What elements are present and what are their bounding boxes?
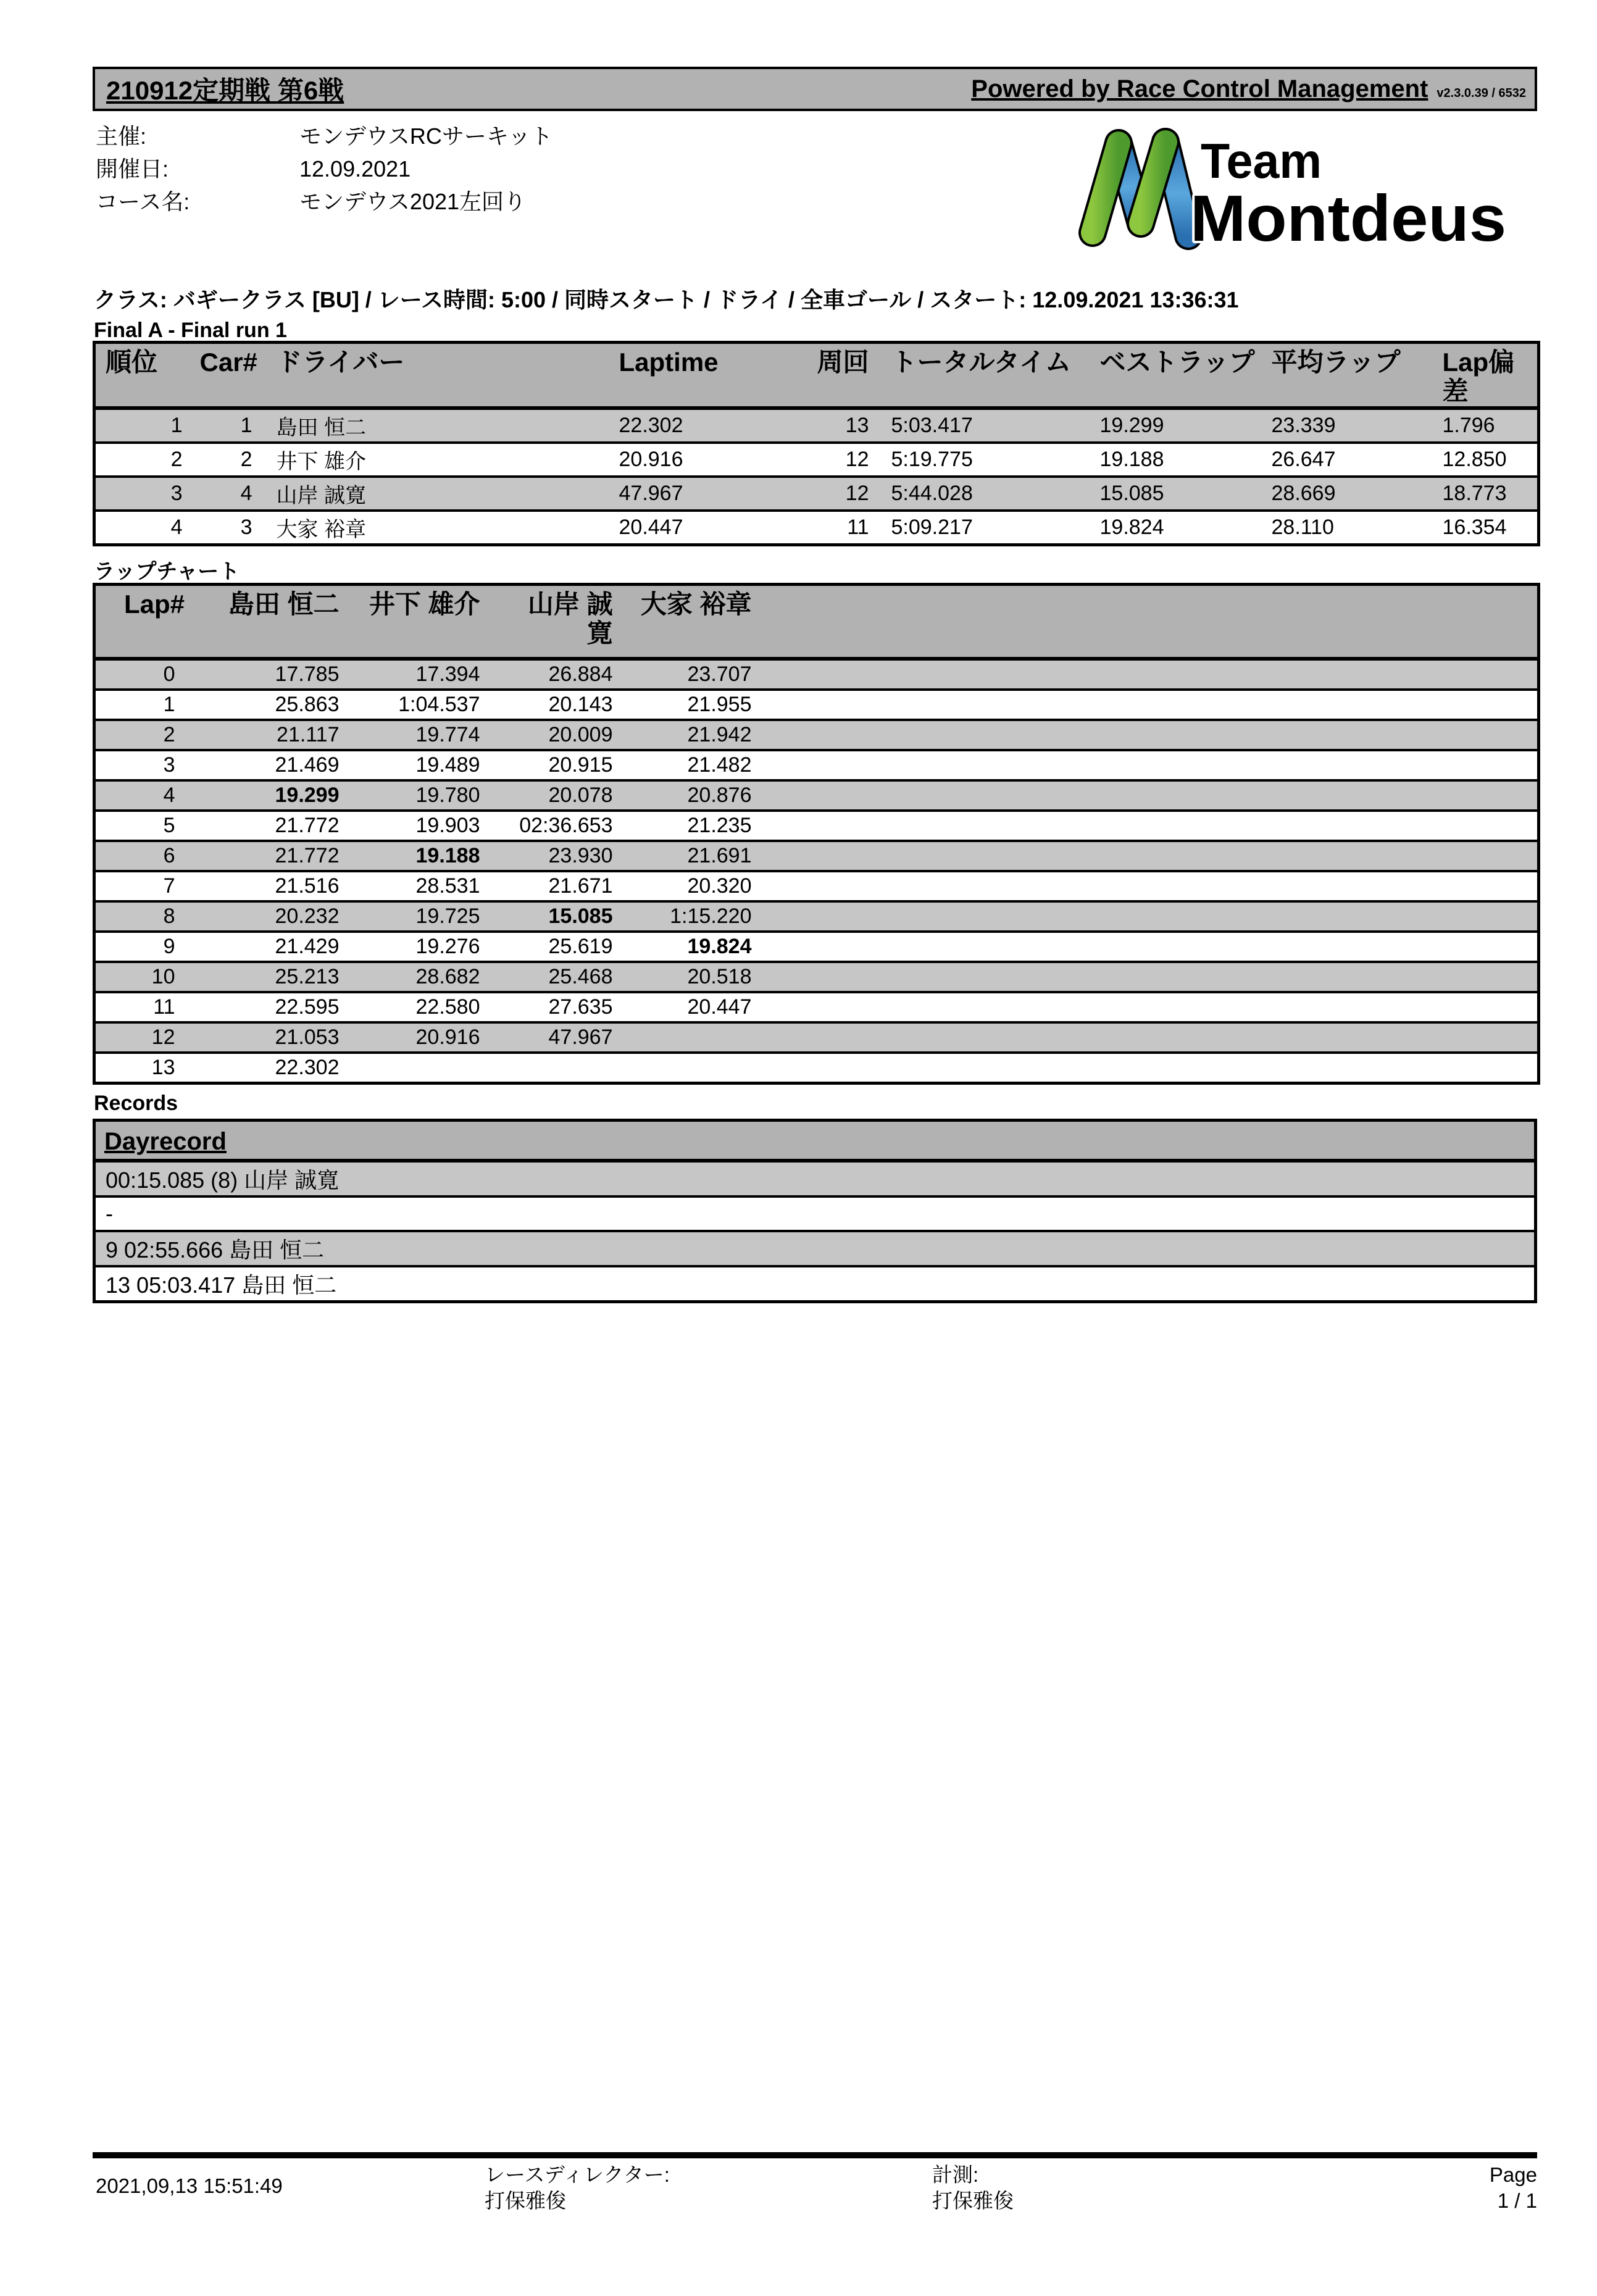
column-header	[1267, 343, 1440, 409]
event-date-label: 開催日:	[96, 156, 169, 182]
lap-time-cell: 1:15.220	[619, 901, 758, 932]
final-result-cell: 大家 裕章	[261, 511, 613, 545]
column-header	[261, 343, 613, 409]
final-results-table	[93, 341, 1540, 546]
final-result-cell: 20.916	[613, 443, 724, 477]
lap-row	[94, 690, 1539, 720]
record-row	[94, 1231, 1536, 1266]
lap-time-cell: 28.531	[346, 871, 486, 901]
lap-number-cell: 8	[94, 901, 184, 932]
organizer-label: 主催:	[96, 123, 147, 149]
column-header-label: 山岸 誠寛	[527, 590, 613, 648]
lap-time-cell: 22.595	[184, 992, 346, 1022]
final-result-row	[94, 477, 1539, 511]
lap-time-cell: 22.302	[184, 1053, 346, 1083]
record-row	[94, 1161, 1536, 1196]
final-result-row	[94, 511, 1539, 545]
record-cell: 13 05:03.417 島田 恒二	[94, 1266, 1536, 1302]
lap-time-cell	[346, 1053, 486, 1083]
column-header	[184, 585, 346, 659]
column-header	[619, 585, 758, 659]
team-montdeus-logo	[1074, 119, 1512, 251]
column-header-filler	[758, 585, 1539, 659]
lap-time-cell: 47.967	[486, 1022, 619, 1053]
lap-number-cell: 3	[94, 750, 184, 780]
final-table-header-row	[94, 343, 1539, 409]
lap-row	[94, 659, 1539, 690]
column-header	[190, 343, 261, 409]
lap-time-cell: 25.468	[486, 962, 619, 992]
lap-time-cell: 19.780	[346, 780, 486, 811]
lap-time-cell: 02:36.653	[486, 811, 619, 841]
lap-time-cell: 20.518	[619, 962, 758, 992]
lap-time-cell: 25.213	[184, 962, 346, 992]
final-result-cell: 2	[190, 443, 261, 477]
record-cell: -	[94, 1196, 1536, 1231]
lap-row-filler	[758, 690, 1539, 720]
lap-time-cell: 21.671	[486, 871, 619, 901]
lap-time-cell: 21.516	[184, 871, 346, 901]
lap-number-cell: 13	[94, 1053, 184, 1083]
lapchart-section-title: ラップチャート	[94, 560, 240, 583]
final-result-cell: 3	[94, 477, 190, 511]
lap-number-cell: 2	[94, 720, 184, 750]
column-header-label: Lap#	[124, 590, 185, 619]
lap-number-cell: 10	[94, 962, 184, 992]
final-result-cell: 5:19.775	[878, 443, 1095, 477]
lap-row	[94, 1053, 1539, 1083]
lap-row-filler	[758, 1053, 1539, 1083]
column-header-label: 平均ラップ	[1271, 348, 1401, 377]
lap-time-cell: 19.299	[184, 780, 346, 811]
final-result-cell: 28.669	[1267, 477, 1440, 511]
lap-number-cell: 4	[94, 780, 184, 811]
final-result-cell: 18.773	[1440, 477, 1539, 511]
lap-number-cell: 12	[94, 1022, 184, 1053]
final-result-cell: 20.447	[613, 511, 724, 545]
column-header	[1440, 343, 1539, 409]
column-header-label: 大家 裕章	[640, 590, 752, 619]
final-result-cell: 19.299	[1095, 408, 1267, 443]
lap-time-cell: 19.903	[346, 811, 486, 841]
course-row	[96, 185, 552, 218]
course-label: コース名:	[96, 189, 190, 214]
lap-time-cell	[486, 1053, 619, 1083]
lap-time-cell: 25.863	[184, 690, 346, 720]
lap-number-cell: 11	[94, 992, 184, 1022]
lap-row	[94, 780, 1539, 811]
record-cell: 00:15.085 (8) 山岸 誠寛	[94, 1161, 1536, 1196]
final-result-cell: 5:03.417	[878, 408, 1095, 443]
column-header-label: Car#	[199, 348, 257, 377]
lap-time-cell: 21.117	[184, 720, 346, 750]
lap-time-cell: 25.619	[486, 932, 619, 962]
lap-time-cell: 21.235	[619, 811, 758, 841]
column-header	[486, 585, 619, 659]
final-result-cell: 4	[190, 477, 261, 511]
lap-row-filler	[758, 1022, 1539, 1053]
lap-row	[94, 992, 1539, 1022]
lap-time-cell: 20.143	[486, 690, 619, 720]
lap-time-cell: 20.320	[619, 871, 758, 901]
column-header-label: トータルタイム	[891, 348, 1071, 377]
column-header-label: ドライバー	[276, 348, 405, 377]
lap-number-cell: 5	[94, 811, 184, 841]
logo-graphic	[1074, 119, 1512, 251]
page-title: 210912定期戦 第6戦	[106, 76, 344, 105]
lap-number-cell: 9	[94, 932, 184, 962]
lap-time-cell: 1:04.537	[346, 690, 486, 720]
records-section-title: Records	[94, 1092, 178, 1115]
software-version: v2.3.0.39 / 6532	[1436, 86, 1526, 100]
lap-row-filler	[758, 932, 1539, 962]
lap-row	[94, 841, 1539, 871]
lap-time-cell: 26.884	[486, 659, 619, 690]
lap-time-cell: 20.232	[184, 901, 346, 932]
lap-time-cell: 19.824	[619, 932, 758, 962]
final-result-cell: 26.647	[1267, 443, 1440, 477]
lap-row-filler	[758, 901, 1539, 932]
records-header-row	[94, 1121, 1536, 1161]
final-result-cell: 12	[724, 477, 878, 511]
event-date-row	[96, 152, 552, 185]
column-header-label: ベストラップ	[1099, 348, 1255, 377]
final-result-cell: 16.354	[1440, 511, 1539, 545]
lap-time-cell: 19.276	[346, 932, 486, 962]
lap-time-cell: 20.009	[486, 720, 619, 750]
timing-label: 計測:	[932, 2163, 979, 2186]
powered-by	[971, 75, 1526, 103]
final-result-cell: 28.110	[1267, 511, 1440, 545]
timing-name: 打保雅俊	[932, 2189, 1014, 2212]
lap-row	[94, 871, 1539, 901]
lap-time-cell: 20.916	[346, 1022, 486, 1053]
course-value: モンデウス2021左回り	[299, 189, 527, 214]
title-bar	[93, 67, 1537, 111]
final-result-cell: 11	[724, 511, 878, 545]
lap-chart-table	[93, 583, 1540, 1085]
lap-time-cell: 21.691	[619, 841, 758, 871]
column-header-label: 周回	[817, 348, 869, 377]
lap-number-cell: 7	[94, 871, 184, 901]
powered-by-text: Powered by Race Control Management	[971, 75, 1428, 102]
records-table	[93, 1119, 1537, 1303]
lap-time-cell: 23.707	[619, 659, 758, 690]
column-header	[613, 343, 724, 409]
lap-chart-header-row	[94, 585, 1539, 659]
ribbon-m-icon	[1093, 142, 1188, 236]
final-section-title: Final A - Final run 1	[94, 319, 287, 342]
final-result-cell: 1	[190, 408, 261, 443]
lap-time-cell	[619, 1053, 758, 1083]
column-header	[94, 343, 190, 409]
lap-row-filler	[758, 841, 1539, 871]
race-director-name: 打保雅俊	[485, 2189, 566, 2212]
lap-row-filler	[758, 871, 1539, 901]
lap-time-cell: 19.725	[346, 901, 486, 932]
race-director-label: レースディレクター:	[485, 2163, 670, 2186]
lap-number-cell: 1	[94, 690, 184, 720]
lap-row-filler	[758, 811, 1539, 841]
final-result-cell: 13	[724, 408, 878, 443]
final-result-cell: 1.796	[1440, 408, 1539, 443]
lap-time-cell: 17.785	[184, 659, 346, 690]
race-director-block	[485, 2162, 670, 2214]
lap-time-cell: 19.188	[346, 841, 486, 871]
final-result-cell: 島田 恒二	[261, 408, 613, 443]
column-header-label: 島田 恒二	[228, 590, 340, 619]
final-result-cell: 23.339	[1267, 408, 1440, 443]
lap-number-cell: 0	[94, 659, 184, 690]
lap-row-filler	[758, 780, 1539, 811]
logo-wordmark	[1190, 133, 1506, 251]
lap-time-cell: 15.085	[486, 901, 619, 932]
lap-time-cell: 21.482	[619, 750, 758, 780]
lap-row	[94, 1022, 1539, 1053]
final-result-cell: 19.188	[1095, 443, 1267, 477]
timing-block	[932, 2162, 1014, 2214]
lap-time-cell: 21.942	[619, 720, 758, 750]
column-header	[1095, 343, 1267, 409]
final-result-cell: 19.824	[1095, 511, 1267, 545]
record-cell: 9 02:55.666 島田 恒二	[94, 1231, 1536, 1266]
lap-time-cell: 21.955	[619, 690, 758, 720]
column-header	[878, 343, 1095, 409]
final-result-cell: 3	[190, 511, 261, 545]
lap-number-cell: 6	[94, 841, 184, 871]
lap-time-cell: 21.772	[184, 811, 346, 841]
page-block	[1407, 2162, 1537, 2214]
lap-row	[94, 901, 1539, 932]
final-result-cell: 2	[94, 443, 190, 477]
lap-time-cell: 21.772	[184, 841, 346, 871]
lap-time-cell	[619, 1022, 758, 1053]
final-result-row	[94, 408, 1539, 443]
column-header	[94, 585, 184, 659]
final-result-cell: 4	[94, 511, 190, 545]
lap-time-cell: 28.682	[346, 962, 486, 992]
lap-time-cell: 20.915	[486, 750, 619, 780]
column-header	[724, 343, 878, 409]
lap-time-cell: 20.876	[619, 780, 758, 811]
lap-time-cell: 22.580	[346, 992, 486, 1022]
final-result-cell: 山岸 誠寛	[261, 477, 613, 511]
lap-row	[94, 962, 1539, 992]
lap-row-filler	[758, 659, 1539, 690]
print-timestamp: 2021,09,13 15:51:49	[96, 2174, 283, 2197]
lap-row	[94, 932, 1539, 962]
column-header-label: 井下 雄介	[369, 590, 480, 619]
lap-time-cell: 21.053	[184, 1022, 346, 1053]
final-result-cell: 5:09.217	[878, 511, 1095, 545]
lap-row	[94, 720, 1539, 750]
lap-time-cell: 20.078	[486, 780, 619, 811]
lap-time-cell: 23.930	[486, 841, 619, 871]
final-result-cell: 12	[724, 443, 878, 477]
page-number: 1 / 1	[1497, 2189, 1537, 2212]
lap-time-cell: 19.489	[346, 750, 486, 780]
logo-team-text: Team	[1201, 133, 1322, 188]
lap-row	[94, 811, 1539, 841]
final-result-cell: 12.850	[1440, 443, 1539, 477]
lap-row	[94, 750, 1539, 780]
lap-time-cell: 17.394	[346, 659, 486, 690]
record-row	[94, 1196, 1536, 1231]
logo-montdeus-text: Montdeus	[1190, 182, 1506, 251]
final-result-row	[94, 443, 1539, 477]
organizer-row	[96, 120, 552, 152]
column-header	[346, 585, 486, 659]
page-label: Page	[1489, 2163, 1537, 2186]
lap-time-cell: 21.429	[184, 932, 346, 962]
column-header-label: 順位	[106, 348, 158, 377]
final-result-cell: 5:44.028	[878, 477, 1095, 511]
lap-row-filler	[758, 750, 1539, 780]
lap-time-cell: 20.447	[619, 992, 758, 1022]
event-date-value: 12.09.2021	[299, 156, 411, 182]
column-header-label: Lap偏差	[1442, 348, 1515, 406]
final-result-cell: 47.967	[613, 477, 724, 511]
final-result-cell: 井下 雄介	[261, 443, 613, 477]
event-info	[96, 120, 552, 218]
footer-divider	[93, 2152, 1537, 2158]
records-header-cell: Dayrecord	[94, 1121, 1536, 1161]
lap-row-filler	[758, 720, 1539, 750]
lap-time-cell: 21.469	[184, 750, 346, 780]
final-result-cell: 15.085	[1095, 477, 1267, 511]
lap-row-filler	[758, 962, 1539, 992]
organizer-value: モンデウスRCサーキット	[299, 123, 553, 149]
lap-time-cell: 27.635	[486, 992, 619, 1022]
record-row	[94, 1266, 1536, 1302]
column-header-label: Laptime	[619, 348, 719, 377]
final-result-cell: 22.302	[613, 408, 724, 443]
lap-time-cell: 19.774	[346, 720, 486, 750]
class-info-line: クラス: バギークラス [BU] / レース時間: 5:00 / 同時スタート / ドライ / 全車ゴール / スタート: 12.09.2021 13:36:31	[94, 287, 1239, 312]
final-result-cell: 1	[94, 408, 190, 443]
lap-row-filler	[758, 992, 1539, 1022]
